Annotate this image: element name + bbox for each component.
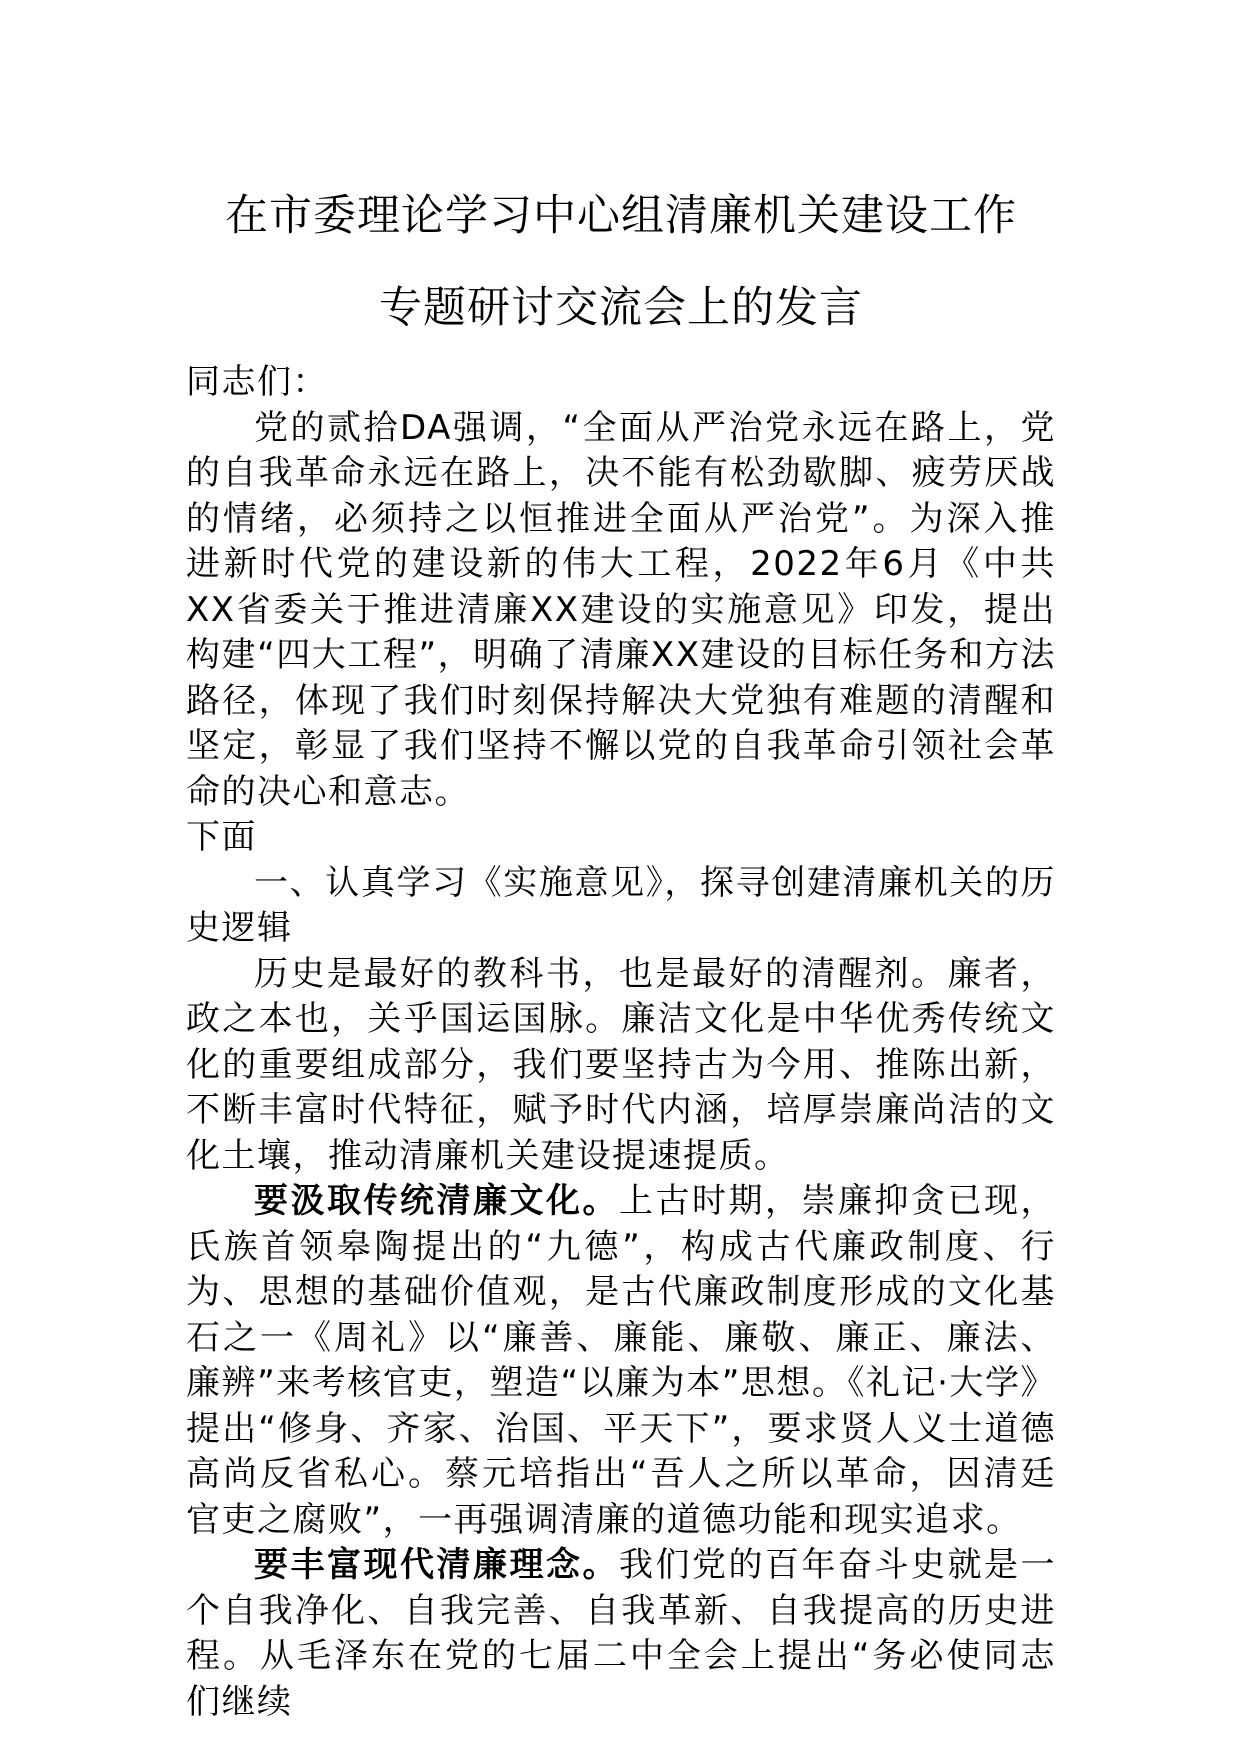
- document-page: [186, 170, 1056, 1725]
- paragraph-lead-traditional: 要汲取传统清廉文化。: [254, 1181, 619, 1221]
- paragraph-text-modern: 我们党的百年奋斗史就是一个自我净化、自我完善、自我革新、自我提高的历史进程。从毛泽东在党的七届二中全会上提出“务必使同志们继续: [186, 1545, 1056, 1722]
- title-line-2: 专题研讨交流会上的发言: [379, 283, 863, 333]
- title-line-1: 在市委理论学习中心组清廉机关建设工作: [225, 191, 1017, 241]
- section-heading-1: 一、认真学习《实施意见》，探寻创建清廉机关的历史逻辑: [186, 862, 1056, 948]
- intro-tail: 下面: [186, 817, 257, 857]
- paragraph-modern-concept: [186, 1543, 1056, 1725]
- paragraph-traditional-culture: [186, 1179, 1056, 1543]
- intro-paragraph: 党的贰拾DA强调，“全面从严治党永远在路上，党的自我革命永远在路上，决不能有松劲歇脚、疲劳厌战的情绪，必须持之以恒推进全面从严治党”。为深入推进新时代党的建设新的伟大工程，2022年6月《中共XX省委关于推进清廉XX建设的实施意见》印发，提出构建“四大工程”，明确了清廉XX建设的目标任务和方法路径，体现了我们时刻保持解决大党独有难题的清醒和坚定，彰显了我们坚持不懈以党的自我革命引领社会革命的决心和意志。: [186, 407, 1056, 812]
- document-title: [186, 170, 1056, 354]
- paragraph-history: 历史是最好的教科书，也是最好的清醒剂。廉者，政之本也，关乎国运国脉。廉洁文化是中华优秀传统文化的重要组成部分，我们要坚持古为今用、推陈出新，不断丰富时代特征，赋予时代内涵，培厚崇廉尚洁的文化土壤，推动清廉机关建设提速提质。: [186, 953, 1056, 1176]
- paragraph-lead-modern: 要丰富现代清廉理念。: [254, 1545, 619, 1585]
- salutation: 同志们：: [186, 362, 328, 402]
- document-body: [186, 360, 1056, 1725]
- paragraph-text-traditional: 上古时期，崇廉抑贪已现，氏族首领皋陶提出的“九德”，构成古代廉政制度、行为、思想的基础价值观，是古代廉政制度形成的文化基石之一《周礼》以“廉善、廉能、廉敬、廉正、廉法、廉辨”来考核官吏，塑造“以廉为本”思想。《礼记·大学》提出“修身、齐家、治国、平天下”，要求贤人义士道德高尚反省私心。蔡元培指出“吾人之所以革命，因清廷官吏之腐败”，一再强调清廉的道德功能和现实追求。: [186, 1181, 1056, 1540]
